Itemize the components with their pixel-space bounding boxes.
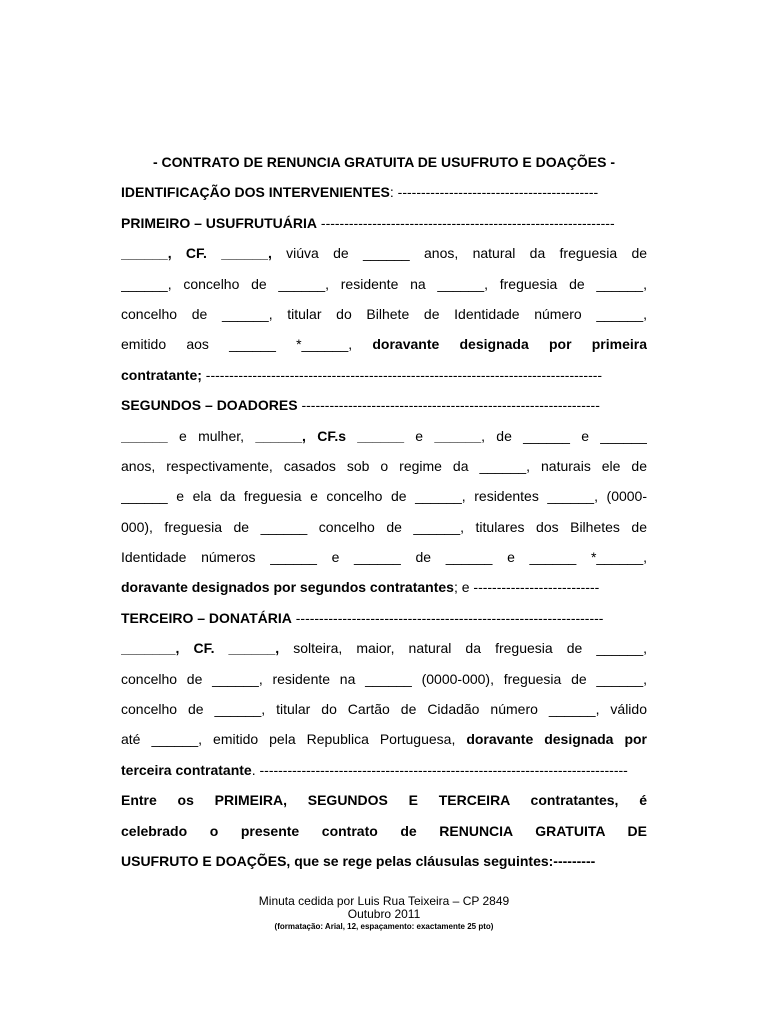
name-blank: ______, (121, 245, 172, 262)
third-party-line (121, 694, 647, 724)
paragraph-text: anos, respectivamente, casados sob o regime da ______, naturais ele de (121, 457, 647, 474)
contract-body (121, 147, 647, 876)
interveners-heading: IDENTIFICAÇÃO DOS INTERVENIENTES (121, 184, 390, 201)
paragraph-text: Entre os PRIMEIRA, SEGUNDOS E TERCEIRA contratantes, é (121, 792, 647, 809)
paragraph-text: Identidade números ______ e ______ de ______ e ______ *______, (121, 549, 647, 566)
title-text: - CONTRATO DE RENUNCIA GRATUITA DE USUFRUTO E DOAÇÕES - (153, 154, 615, 170)
paragraph-text: viúva de ______ anos, natural da freguesia de (271, 245, 647, 262)
second-party-line (121, 451, 647, 481)
first-party-line (121, 329, 647, 359)
second-party-line (121, 572, 647, 602)
second-party-line (121, 481, 647, 511)
first-party-line (121, 299, 647, 329)
paragraph-text: ______ e ela da freguesia e concelho de ______, residentes ______, (0000- (121, 488, 647, 505)
paragraph-text: concelho de ______, residente na ______ (0000-000), freguesia de ______, (121, 670, 647, 687)
cf-blank: ______ (434, 427, 482, 444)
designation-text: doravante designados por segundos contratantes (121, 579, 454, 596)
first-party-line (121, 269, 647, 299)
agreement-line (121, 846, 647, 876)
heading-dash-fill: : ------------------------------------------- (389, 184, 599, 201)
designation-text: contratante; (121, 366, 202, 383)
third-party-line (121, 724, 647, 754)
heading-dash-fill: ------------------------------------------------------------------ (291, 609, 604, 626)
paragraph-text: e mulher, (167, 427, 256, 444)
designation-text: terceira contratante (121, 761, 252, 778)
paragraph-text: concelho de ______, titular do Cartão de Cidadão número ______, válido (121, 701, 647, 718)
first-party-heading-line (121, 208, 647, 238)
footer-credit: Minuta cedida por Luis Rua Teixeira – CP 2849 (258, 894, 510, 908)
paragraph-text: até ______, emitido pela Republica Portuguesa, (121, 731, 467, 748)
second-party-heading: SEGUNDOS – DOADORES (121, 397, 298, 414)
third-party-heading: TERCEIRO – DONATÁRIA (121, 609, 292, 626)
paragraph-text: , de ______ e ______ (481, 427, 647, 444)
paragraph-text: 000), freguesia de ______ concelho de ______, titulares dos Bilhetes de (121, 518, 647, 535)
name-blank: ______ (121, 427, 168, 444)
paragraph-text: concelho de ______, titular do Bilhete de Identidade número ______, (121, 305, 647, 322)
paragraph-text: celebrado o presente contrato de RENUNCIA GRATUITA DE (121, 822, 647, 839)
second-party-heading-line (121, 390, 647, 420)
paragraph-text: solteira, maior, natural da freguesia de ______, (279, 640, 647, 657)
third-party-heading-line (121, 603, 647, 633)
heading-dash-fill: ---------------------------------------------------------------- (297, 397, 600, 414)
cf-blank: ______, CF.s ______ (255, 427, 405, 444)
dash-fill: ------------------------------------------------------------------------------------- (201, 366, 603, 383)
paragraph-text: emitido aos ______ *______, (121, 336, 373, 353)
dash-fill: . ------------------------------------------------------------------------------- (251, 761, 628, 778)
designation-text: doravante designada por primeira (372, 336, 647, 353)
second-party-line (121, 421, 647, 451)
third-party-line (121, 755, 647, 785)
name-cf-blank: _______, CF. ______, (121, 640, 280, 657)
designation-text: doravante designada por (466, 731, 647, 748)
footer-date: Outubro 2011 (347, 907, 421, 921)
second-party-line (121, 512, 647, 542)
paragraph-text: e (404, 427, 435, 444)
paragraph-text: ______, concelho de ______, residente na ______, freguesia de ______, (121, 275, 647, 292)
paragraph-text: USUFRUTO E DOAÇÕES, que se rege pelas cláusulas seguintes:--------- (121, 852, 596, 869)
interveners-heading-line (121, 177, 647, 207)
dash-fill: ; e --------------------------- (453, 579, 600, 596)
heading-dash-fill: --------------------------------------------------------------- (317, 214, 615, 231)
third-party-line (121, 664, 647, 694)
first-party-heading: PRIMEIRO – USUFRUTUÁRIA (121, 214, 318, 231)
second-party-line (121, 542, 647, 572)
footer-formatting-note: (formatação: Arial, 12, espaçamento: exactamente 25 pto) (274, 922, 494, 931)
first-party-line (121, 360, 647, 390)
document-title (121, 147, 647, 177)
first-party-line (121, 238, 647, 268)
cf-blank: CF. ______, (185, 245, 272, 262)
agreement-line (121, 816, 647, 846)
third-party-line (121, 633, 647, 663)
document-footer (200, 895, 568, 933)
agreement-line (121, 785, 647, 815)
